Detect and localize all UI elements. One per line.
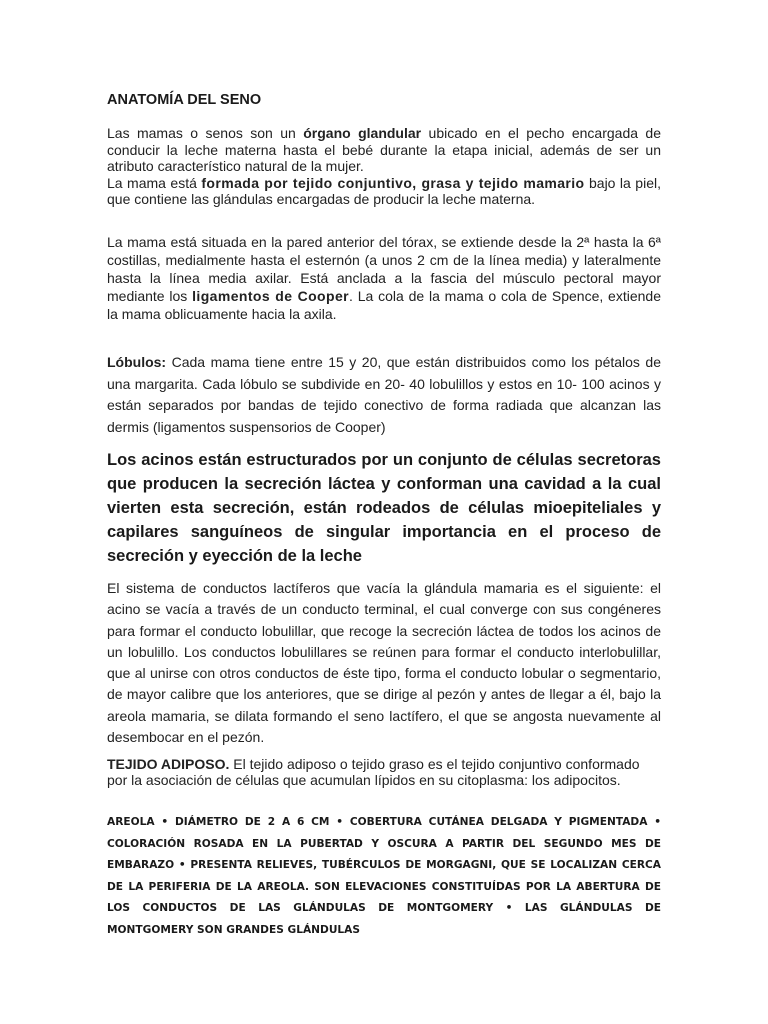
acinos-heading-paragraph: Los acinos están estructurados por un conjunto de células secretoras que producen la secreción láctea y conforman una cavidad a la cual vierten esta secreción, están rodeados de células mioepiteliales y capilares sanguíneos de singular importancia en el proceso de secreción y eyección de la leche bbox=[107, 451, 661, 565]
intro-text-a: Las mamas o senos son un bbox=[107, 125, 304, 141]
lobulos-paragraph bbox=[107, 352, 661, 438]
location-paragraph bbox=[107, 233, 661, 323]
areola-paragraph: AREOLA • DIÁMETRO DE 2 A 6 CM • COBERTURA CUTÁNEA DELGADA Y PIGMENTADA • COLORACIÓN ROSADA EN LA PUBERTAD Y OSCURA A PARTIR DEL SEGUNDO MES DE EMBARAZO • PRESENTA RELIEVES, TUBÉRCULOS DE MORGAGNI, QUE SE LOCALIZAN CERCA DE LA PERIFERIA DE LA AREOLA. SON ELEVACIONES CONSTITUÍDAS POR LA ABERTURA DE LOS CONDUCTOS DE LAS GLÁNDULAS DE MONTGOMERY • LAS GLÁNDULAS DE MONTGOMERY SON GRANDES GLÁNDULAS bbox=[107, 816, 661, 936]
location-text-a: La mama está situada en la pared anterior del tórax, se extiende desde la 2ª hasta la 6ª costillas, medialmente hasta el esternón (a unos 2 cm de la línea media) y lateralmente hasta la línea media axilar. Está anclada a la fascia del músculo pectoral mayor mediante los bbox=[107, 234, 661, 304]
intro-text-c: La mama está bbox=[107, 174, 202, 191]
intro-bold-organo: órgano glandular bbox=[303, 125, 422, 141]
intro-text-d: bajo la piel, que contiene las glándulas encargadas de producir la leche materna. bbox=[107, 174, 661, 207]
lobulos-label: Lóbulos: bbox=[107, 354, 167, 370]
intro-bold-formada: formada por tejido conjuntivo, grasa y tejido mamario bbox=[201, 174, 585, 191]
sistema-paragraph: El sistema de conductos lactíferos que vacía la glándula mamaria es el siguiente: el acino se vacía a través de un conducto terminal, el cual converge con sus congéneres para formar el conducto lobulillar, que recoge la secreción láctea de todos los acinos de un lobulillo. Los conductos lobulillares se reúnen para formar el conducto interlobulillar, que al unirse con otros conductos de éste tipo, forma el conducto lobular o segmentario, de mayor calibre que los anteriores, que se dirige al pezón y antes de llegar a él, bajo la areola mamaria, se dilata formando el seno lactífero, el que se angosta nuevamente al desembocar en el pezón. bbox=[107, 580, 661, 746]
location-bold-cooper: ligamentos de Cooper bbox=[192, 288, 349, 304]
tejido-text: El tejido adiposo o tejido graso es el tejido conjuntivo conformado por la asociación de células que acumulan lípidos en su citoplasma: los adipocitos. bbox=[107, 756, 640, 788]
intro-paragraph bbox=[107, 125, 661, 208]
location-text-b: . La cola de la mama o cola de Spence, extiende la mama oblicuamente hacia la axila. bbox=[107, 288, 661, 322]
tejido-label: TEJIDO ADIPOSO. bbox=[107, 756, 230, 772]
intro-text-b: ubicado en el pecho encargada de conducir la leche materna hasta el bebé durante la etapa inicial, además de ser un atributo característico natural de la mujer. bbox=[107, 125, 661, 174]
lobulos-text: Cada mama tiene entre 15 y 20, que están distribuidos como los pétalos de una margarita. Cada lóbulo se subdivide en 20- 40 lobulillos y estos en 10- 100 acinos y están separados por bandas de tejido conectivo de forma radiada que alcanzan las dermis (ligamentos suspensorios de Cooper) bbox=[107, 354, 661, 435]
tejido-paragraph bbox=[107, 757, 661, 788]
page-title: ANATOMÍA DEL SENO bbox=[107, 92, 262, 108]
